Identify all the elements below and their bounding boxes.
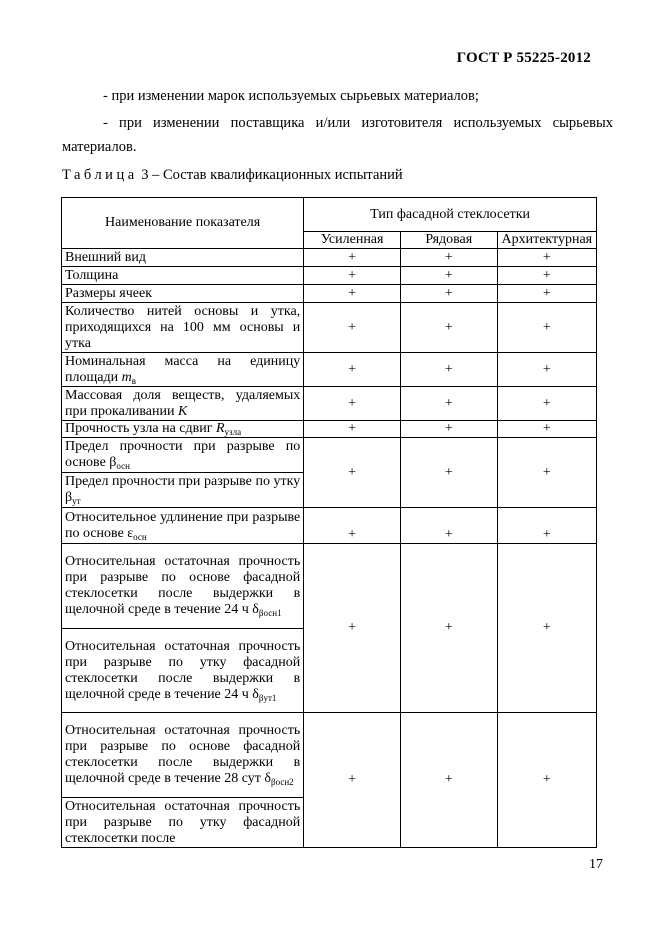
table-row xyxy=(62,713,597,798)
row-label: Массовая доля веществ, удаляемых при прокаливании K xyxy=(62,387,304,421)
cell-mark: + xyxy=(304,544,401,713)
cell-mark: + xyxy=(497,544,596,713)
table-row xyxy=(62,438,597,473)
row-label: Относительная остаточная прочность при разрыве по основе фасадной стеклосетки после выдержки в щелочной среде в течение 24 ч $\delta_{\beta осн1}$ xyxy=(62,544,304,629)
row-label: Относительная остаточная прочность при разрыве по основе фасадной стеклосетки после выдержки в щелочной среде в течение 28 сут $\delta_{\beta осн2}$ xyxy=(62,713,304,798)
table-row xyxy=(62,353,597,387)
cell-mark: + xyxy=(497,249,596,267)
table-row xyxy=(62,387,597,421)
table-row xyxy=(62,249,597,267)
cell-mark: + xyxy=(497,387,596,421)
cell-mark: + xyxy=(400,353,497,387)
table-row xyxy=(62,508,597,544)
row-label: Номинальная масса на единицу площади $m_в$ xyxy=(62,353,304,387)
table-row xyxy=(62,285,597,303)
row-label: Предел прочности при разрыве по основе $\beta_{осн}$ xyxy=(62,438,304,473)
row-label: Размеры ячеек xyxy=(62,285,304,303)
cell-mark: + xyxy=(400,387,497,421)
row-label: Относительная остаточная прочность при разрыве по утку фасадной стеклосетки после xyxy=(62,798,304,848)
cell-mark: + xyxy=(497,421,596,438)
cell-mark: + xyxy=(400,508,497,544)
cell-mark: + xyxy=(304,267,401,285)
cell-mark: + xyxy=(304,353,401,387)
cell-mark: + xyxy=(400,544,497,713)
cell-mark: + xyxy=(497,713,596,848)
cell-mark: + xyxy=(400,438,497,508)
cell-mark: + xyxy=(304,249,401,267)
table-header-row xyxy=(62,198,597,232)
cell-mark: + xyxy=(400,421,497,438)
cell-mark: + xyxy=(497,438,596,508)
paragraph-raw-materials: - при изменении марок используемых сырьевых материалов; xyxy=(103,88,479,104)
page-number: 17 xyxy=(589,857,603,872)
qualification-tests-table xyxy=(61,197,597,848)
cell-mark: + xyxy=(497,508,596,544)
row-label: Предел прочности при разрыве по утку $\beta_{ут}$ xyxy=(62,473,304,508)
caption-label: Таблица xyxy=(62,167,138,183)
cell-mark: + xyxy=(400,713,497,848)
cell-mark: + xyxy=(304,285,401,303)
header-indicator-name: Наименование показателя xyxy=(62,198,304,249)
document-header: ГОСТ Р 55225-2012 xyxy=(456,50,591,66)
header-reinforced: Усиленная xyxy=(304,232,401,249)
cell-mark: + xyxy=(497,303,596,353)
table-row xyxy=(62,544,597,629)
cell-mark: + xyxy=(304,303,401,353)
header-architectural: Архитектурная xyxy=(497,232,596,249)
paragraph-materials: материалов. xyxy=(62,139,137,155)
cell-mark: + xyxy=(400,267,497,285)
caption-number: 3 xyxy=(141,167,149,183)
cell-mark: + xyxy=(304,438,401,508)
cell-mark: + xyxy=(304,713,401,848)
row-label: Прочность узла на сдвиг $R_{узла}$ xyxy=(62,421,304,438)
cell-mark: + xyxy=(497,353,596,387)
cell-mark: + xyxy=(304,387,401,421)
cell-mark: + xyxy=(400,285,497,303)
cell-mark: + xyxy=(497,267,596,285)
table-row xyxy=(62,303,597,353)
paragraph-supplier: - при изменении поставщика и/или изготовителя используемых сырьевых xyxy=(103,115,613,131)
row-label: Относительное удлинение при разрыве по основе $\varepsilon_{осн}$ xyxy=(62,508,304,544)
caption-title: – Состав квалификационных испытаний xyxy=(152,167,403,183)
cell-mark: + xyxy=(400,249,497,267)
table-caption xyxy=(62,167,403,184)
cell-mark: + xyxy=(497,285,596,303)
row-label: Толщина xyxy=(62,267,304,285)
table-row xyxy=(62,267,597,285)
header-mesh-type: Тип фасадной стеклосетки xyxy=(304,198,597,232)
header-ordinary: Рядовая xyxy=(400,232,497,249)
row-label: Внешний вид xyxy=(62,249,304,267)
row-label: Относительная остаточная прочность при разрыве по утку фасадной стеклосетки после выдержки в щелочной среде в течение 24 ч $\delta_{\beta ут1}$ xyxy=(62,629,304,713)
cell-mark: + xyxy=(304,421,401,438)
cell-mark: + xyxy=(304,508,401,544)
row-label: Количество нитей основы и утка, приходящихся на 100 мм основы и утка xyxy=(62,303,304,353)
table-row xyxy=(62,421,597,438)
cell-mark: + xyxy=(400,303,497,353)
